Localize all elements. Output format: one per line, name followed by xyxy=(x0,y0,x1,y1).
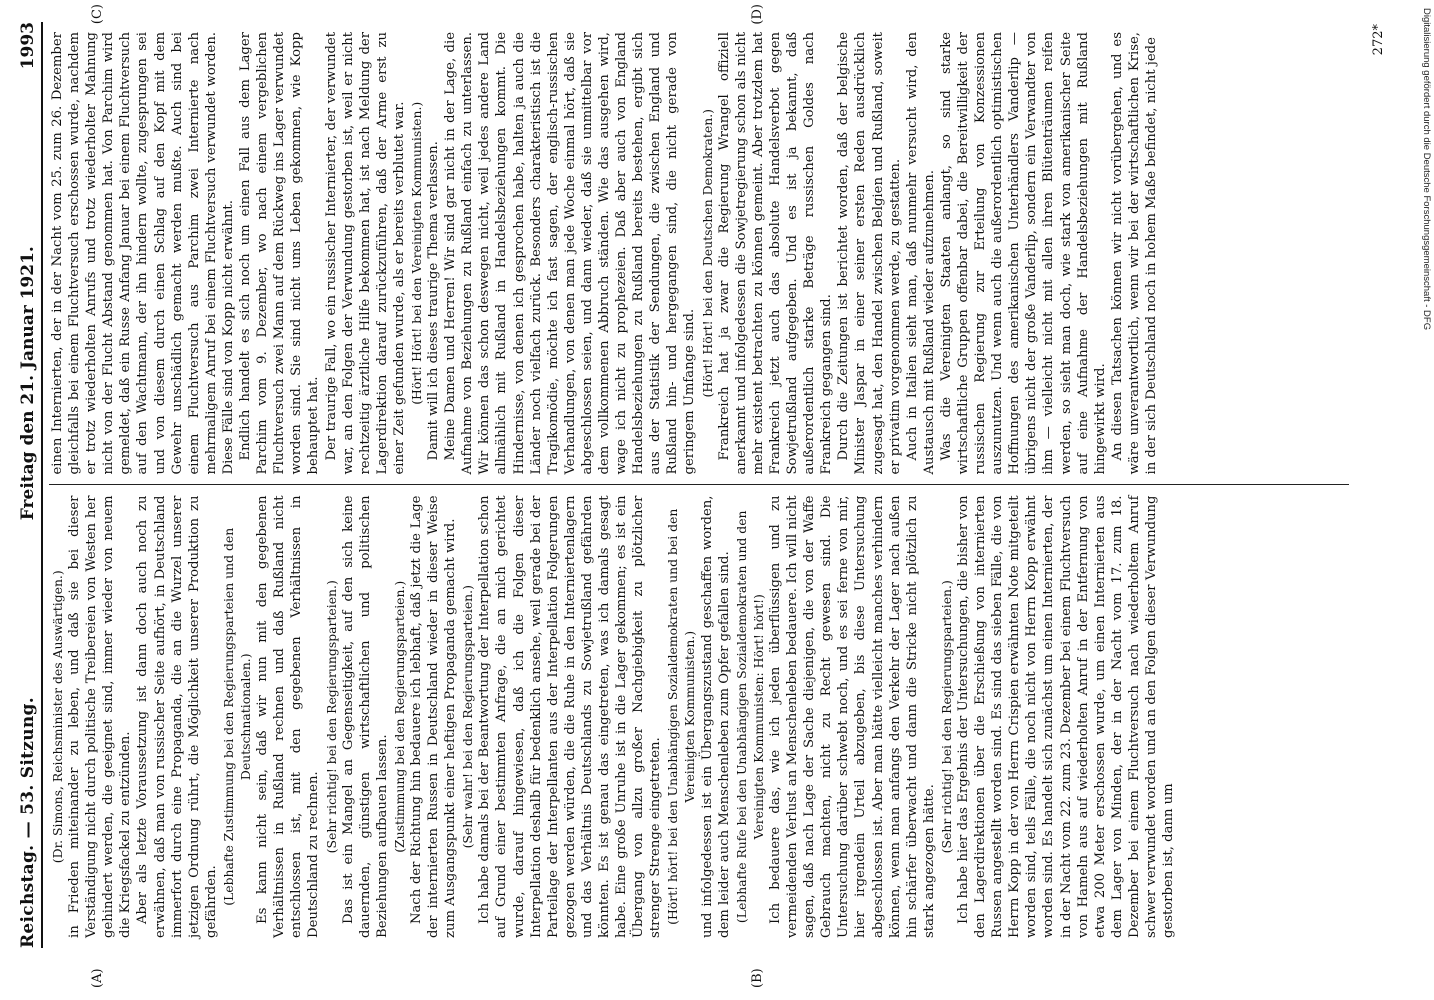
margin-marker-a: (A) xyxy=(90,968,105,988)
interjection: (Hört! hört! bei den Unabhängigen Sozialdemokraten und bei den Vereinigten Kommunisten.) xyxy=(665,508,698,925)
interjection: (Hört! Hört! bei den Vereinigten Kommunisten.) xyxy=(408,101,424,405)
paragraph: Aber als letzte Voraussetzung ist dann doch auch noch zu erwähnen, daß man von russischer Seite aufhört, in Deutschland immerfort durch eine Propaganda, die an die Wurzel unserer jetzigen Ordnung rührt, die Möglichkeit unserer Produktion zu gefährden. xyxy=(135,495,219,938)
header-page-number: 1993 xyxy=(18,22,38,70)
column-left xyxy=(49,485,1349,988)
paragraph: Auch in Italien sieht man, daß nunmehr versucht wird, den Austausch mit Rußland wieder aufzunehmen. xyxy=(904,32,937,475)
interjection: (Lebhafte Zustimmung bei den Regierungsparteien und den Deutschnationalen.) xyxy=(220,527,254,906)
paragraph: in Frieden miteinander zu leben, und daß sie bei dieser Verständigung nicht durch politische Treibereien von Westen her gehindert werden, die geeignet sind, immer wieder von neuem die Kriegsfackel zu entzünden. xyxy=(67,495,134,938)
interjection: (Hört! Hört! bei den Deutschen Demokraten.) xyxy=(699,109,715,398)
column-right xyxy=(49,4,1349,485)
margin-marker-d: (D) xyxy=(750,4,765,25)
paragraph: Endlich handelt es sich noch um einen Fall aus dem Lager Parchim vom 9. Dezember, wo nach einem vergeblichen Fluchtversuch zwei Mann auf dem Rückweg ins Lager verwundet worden sind. Sie sind nicht ums Leben gekommen, wie Kopp behauptet hat. xyxy=(238,32,322,475)
header-date: Freitag den 21. Januar 1921. xyxy=(18,246,38,521)
paragraph: Ich bedauere das, wie ich jeden überflüssigen und zu vermeidenden Verlust an Menschenleben bedauere. Ich will nicht sagen, daß nach Lage der Sache diejenigen, die von der Waffe Gebrauch machten, nicht zu Recht gewesen sind. Die Untersuchung darüber schwebt noch, und es sei ferne von mir, hier irgendein Urteil abzugeben, bis diese Untersuchung abgeschlossen ist. Aber man hätte vielleicht manches verhindern können, wenn man anfangs den Verkehr der Lager nach außen hin schärfer überwacht und dann die Stricke nicht plötzlich zu stark angezogen hätte. xyxy=(767,495,937,938)
paragraph: Ich habe damals bei der Beantwortung der Interpellation schon auf Grund einer bestimmten Anfrage, die an mich gerichtet wurde, darauf hingewiesen, daß ich die Folgen dieser Interpellation deshalb für bedenklich ansehe, weil gerade bei der Parteilage der Interpellanten aus der Interpellation Folgerungen gezogen werden würden, die die Ruhe in den Interniertenlagern und das Verhältnis Deutschlands zu Sowjetrußland gefährden könnten. Es ist genau das eingetreten, was ich damals gesagt habe. Eine große Unruhe ist in die Lager gekommen; es ist ein Übergang von allzu großer Nachgiebigkeit zu plötzlicher strenger Strenge eingetreten. xyxy=(477,495,664,938)
paragraph: Der traurige Fall, wo ein russischer Internierter, der verwundet war, an den Folgen der Verwundung gestorben ist, weil er nicht rechtzeitig ärztliche Hilfe bekommen hat, ist nach Meldung der Lagerdirektion darauf zurückzuführen, daß der Arme erst zu einer Zeit gefunden wurde, als er bereits verblutet war. xyxy=(323,32,407,475)
paragraph: Meine Damen und Herren! Wir sind gar nicht in der Lage, die Aufnahme von Beziehungen zu Rußland einfach zu unterlassen. Wir können das schon deswegen nicht, weil jedes andere Land allmählich mit Rußland in Handelsbeziehungen kommt. Die Hindernisse, von denen ich gesprochen habe, halten ja auch die Länder noch vielfach zurück. Besonders charakteristisch ist die Tragikomödie, möchte ich fast sagen, der englisch-russischen Verhandlungen, von denen man jede Woche einmal hört, daß sie abgeschlossen seien, und dann wieder, daß sie unmittelbar vor dem vollkommenen Abbruch ständen. Wie das ausgehen wird, wage ich nicht zu prophezeien. Daß aber auch von England Handelsbeziehungen zu Rußland bereits bestehen, ergibt sich aus der Statistik der Sendungen, die zwischen England und Rußland hin- und hergegangen sind, die nicht gerade von geringem Umfange sind. xyxy=(443,32,698,475)
paragraph: Damit will ich dieses traurige Thema verlassen. xyxy=(426,141,442,461)
credit-text: Digitalisierung gefördert durch die Deutsche Forschungsgemeinschaft - DFG xyxy=(1421,8,1432,331)
paragraph: Frankreich hat ja zwar die Regierung Wrangel offiziell anerkannt und infolgedessen die Sowjetregierung schon als nicht mehr existent betrachten zu können gemeint. Aber trotzdem hat Frankreich jetzt auch das absolute Handelsverbot gegen Sowjetrußland aufgegeben. Und es ist ja bekannt, daß außerordentlich starke Beträge russischen Goldes nach Frankreich gegangen sind. xyxy=(716,32,835,475)
margin-marker-c: (C) xyxy=(90,4,105,25)
interjection: (Sehr richtig! bei den Regierungsparteien.) xyxy=(938,580,954,854)
interjection: (Sehr wahr! bei den Regierungsparteien.) xyxy=(460,585,476,849)
footer-page-number: 272* xyxy=(1371,24,1386,56)
margin-marker-b: (B) xyxy=(750,968,765,988)
paragraph: Ich habe hier das Ergebnis der Untersuchungen, die bisher von den Lagerdirektionen über die Erschießung von internierten Russen angestellt worden sind. Es sind das sieben Fälle, die von Herrn Kopp in der von Herrn Crispien erwähnten Note mitgeteilt worden sind, teils Fälle, die noch nicht von Herrn Kopp erwähnt worden sind. Es handelt sich zunächst um einen Internierten, der in der Nacht vom 22. zum 23. Dezember bei einem Fluchtversuch von Hameln aus auf wiederholten Anruf in der Entfernung von etwa 200 Meter erschossen wurde, um einen Internierten aus dem Lager von Minden, der in der Nacht vom 17. zum 18. Dezember bei einem Fluchtversuch nach wiederholtem Anruf schwer verwundet worden und an den Folgen dieser Verwundung gestorben ist, dann um xyxy=(955,495,1177,938)
paragraph: Durch die Zeitungen ist berichtet worden, daß der belgische Minister Jaspar in einer seiner ersten Reden ausdrücklich zugesagt hat, den Handel zwischen Belgien und Rußland, soweit er privatim vorgenommen werde, zu gestatten. xyxy=(836,32,903,475)
interjection: (Lebhafte Rufe bei den Unabhängigen Sozialdemokraten und den Vereinigten Kommunisten: Hört! hört!) xyxy=(733,510,766,924)
digitization-credit xyxy=(1418,8,1432,988)
interjection: (Sehr richtig! bei den Regierungsparteien.) xyxy=(323,580,339,854)
page-header xyxy=(18,22,43,948)
paragraph: An diesen Tatsachen können wir nicht vorübergehen, und es wäre unverantwortlich, wenn wir bei der wirtschaftlichen Krise, in der sich Deutschland noch in hohem Maße befindet, nicht jede xyxy=(1109,32,1159,475)
paragraph: einen Internierten, der in der Nacht vom 25. zum 26. Dezember gleichfalls bei einem Fluchtversuch erschossen wurde, nachdem er trotz wiederholten Anrufs und trotz wiederholter Mahnung nicht von der Flucht Abstand genommen hat. Von Parchim wird gemeldet, daß ein Russe Anfang Januar bei einem Fluchtversuch auf den Wachtmann, der ihn hindern wollte, zugesprungen sei und von diesem durch einen Schlag auf den Kopf mit dem Gewehr unschädlich gemacht werden mußte. Auch sind bei einem Fluchtversuch aus Parchim zwei Internierte nach mehrmaligem Anruf bei einem Fluchtversuch verwundet worden. Diese Fälle sind von Kopp nicht erwähnt. xyxy=(50,32,236,475)
paragraph: Das ist ein Mangel an Gegenseitigkeit, auf den sich keine dauernden, günstigen wirtschaftlichen und politischen Beziehungen aufbauen lassen. xyxy=(340,495,390,938)
paragraph: Es kann nicht sein, daß wir nun mit den gegebenen Verhältnissen in Rußland rechnen und daß Rußland nicht entschlossen ist, mit den gegebenen Verhältnissen in Deutschland zu rechnen. xyxy=(255,495,322,938)
paragraph: Nach der Richtung hin bedauere ich lebhaft, daß jetzt die Lage der internierten Russen in Deutschland wieder in dieser Weise zum Ausgangspunkt einer heftigen Propaganda gemacht wird. xyxy=(408,495,459,938)
interjection: (Zustimmung bei den Regierungsparteien.) xyxy=(391,580,407,853)
paragraph: Was die Vereinigten Staaten anlangt, so sind starke wirtschaftliche Gruppen offenbar dabei, die Bereitwilligkeit der russischen Regierung zur Erteilung von Konzessionen auszunutzen. Und wenn auch die außerordentlich optimistischen Hoffnungen des amerikanischen Unterhändlers Vanderlip — übrigens nicht der große Vanderlip, sondern ein Verwandter von ihm — vielleicht nicht mit allen ihren Blütenträumen reifen werden, so sieht man doch, wie stark von amerikanischer Seite auf eine Aufnahme der Handelsbeziehungen mit Rußland hingewirkt wird. xyxy=(938,32,1108,475)
text-columns xyxy=(49,4,1349,988)
header-left: Reichstag. — 53. Sitzung. xyxy=(18,697,38,948)
speaker-line: (Dr. Simons, Reichsminister des Auswärtigen.) xyxy=(50,570,65,864)
paragraph: und infolgedessen ist ein Übergangszustand geschaffen worden, dem leider auch Menschenleben zum Opfer gefallen sind. xyxy=(699,495,732,938)
